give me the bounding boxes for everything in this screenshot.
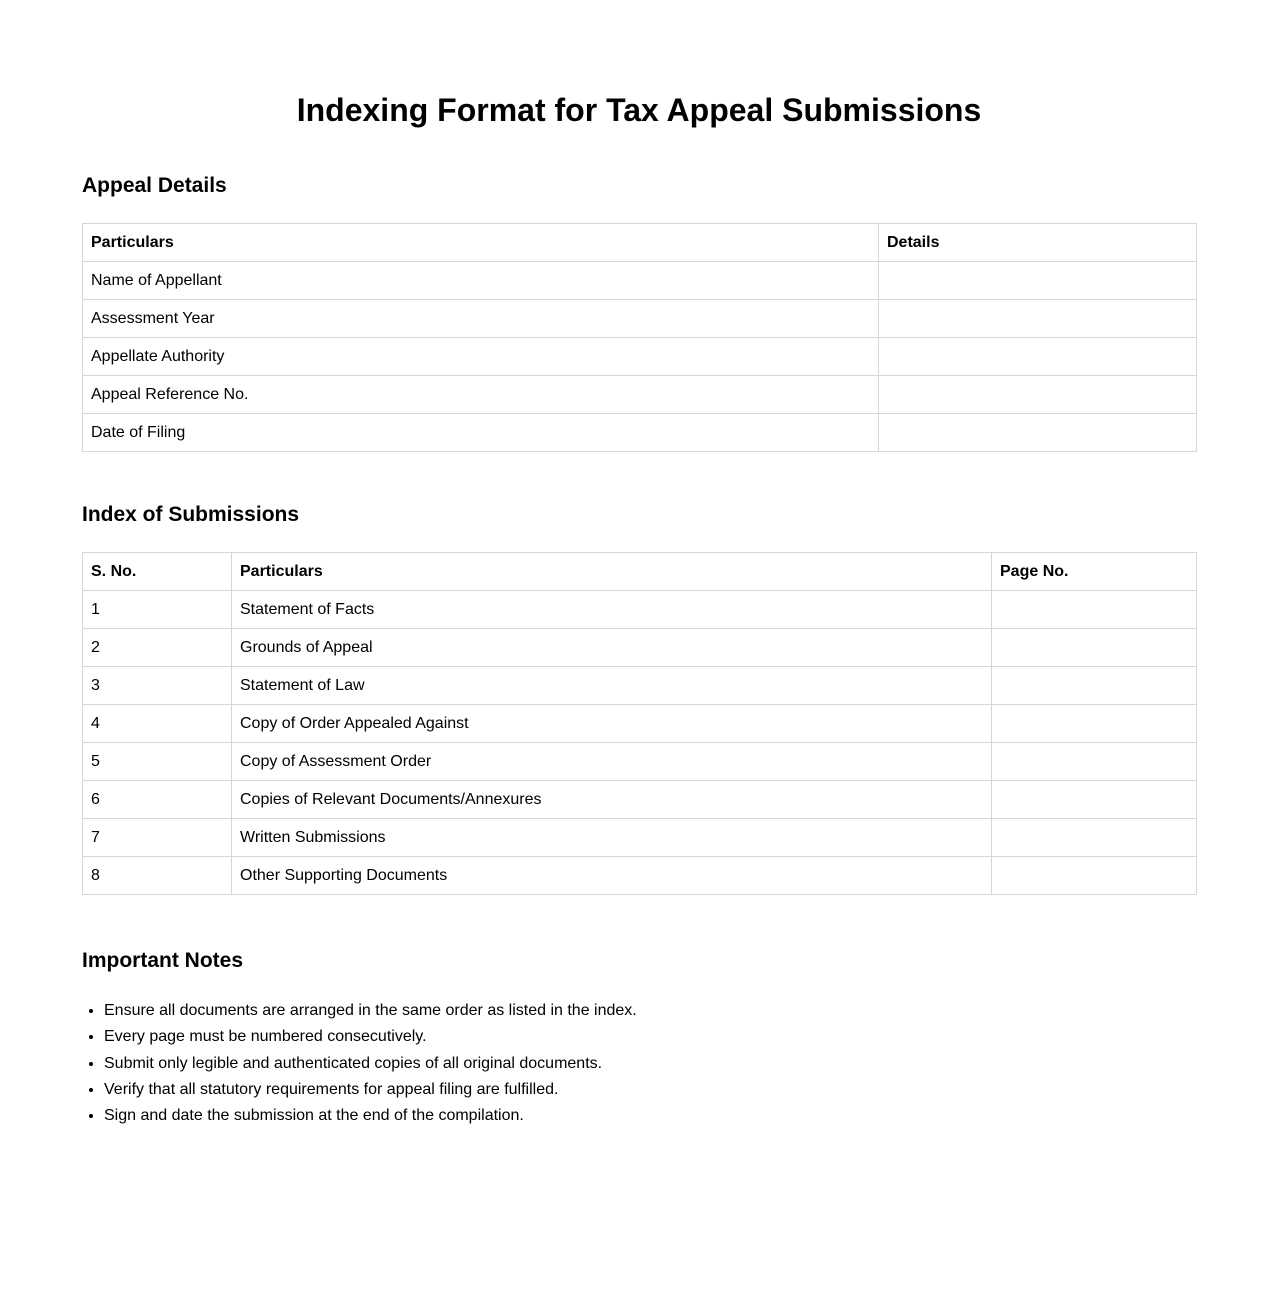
list-item: • Sign and date the submission at the end of the compilation. [104,1103,1204,1129]
detail-cell [879,376,1197,414]
detail-cell [879,414,1197,452]
list-item: • Verify that all statutory requirements for appeal filing are fulfilled. [104,1077,1204,1103]
serial-number-cell: 5 [83,743,232,781]
appeal-details-heading: Appeal Details [82,174,227,197]
detail-cell [879,338,1197,376]
important-notes-heading: Important Notes [82,949,244,972]
page-number-cell [992,705,1197,743]
particular-cell: Grounds of Appeal [232,629,992,667]
page-title: Indexing Format for Tax Appeal Submissions [296,92,982,128]
table-row [83,781,1197,819]
page-number-cell [992,743,1197,781]
table-row [83,705,1197,743]
detail-cell [879,262,1197,300]
particular-cell: Name of Appellant [83,262,879,300]
page-number-cell [992,667,1197,705]
particular-cell: Assessment Year [83,300,879,338]
column-header-serial-number: S. No. [83,553,232,591]
list-item: • Submit only legible and authenticated copies of all original documents. [104,1051,1204,1077]
serial-number-cell: 1 [83,591,232,629]
table-row [83,262,1197,300]
page-number-cell [992,591,1197,629]
table-row [83,338,1197,376]
particular-cell: Other Supporting Documents [232,857,992,895]
particular-cell: Statement of Facts [232,591,992,629]
particular-cell: Copies of Relevant Documents/Annexures [232,781,992,819]
particular-cell: Copy of Assessment Order [232,743,992,781]
page-number-cell [992,857,1197,895]
page-number-cell [992,781,1197,819]
particular-cell: Written Submissions [232,819,992,857]
table-row [83,743,1197,781]
serial-number-cell: 6 [83,781,232,819]
table-row [83,414,1197,452]
table-row [83,629,1197,667]
particular-cell: Date of Filing [83,414,879,452]
table-row [83,376,1197,414]
particular-cell: Statement of Law [232,667,992,705]
table-row [83,591,1197,629]
particular-cell: Copy of Order Appealed Against [232,705,992,743]
appeal-details-table [82,223,1197,452]
particular-cell: Appellate Authority [83,338,879,376]
serial-number-cell: 2 [83,629,232,667]
serial-number-cell: 3 [83,667,232,705]
important-notes-list [82,998,1204,1129]
page-number-cell [992,819,1197,857]
column-header-page-number: Page No. [992,553,1197,591]
index-of-submissions-table [82,552,1197,895]
index-of-submissions-heading: Index of Submissions [82,503,300,526]
table-row [83,667,1197,705]
serial-number-cell: 7 [83,819,232,857]
table-header-row [83,224,1197,262]
serial-number-cell: 4 [83,705,232,743]
table-row [83,857,1197,895]
table-row [83,819,1197,857]
column-header-details: Details [879,224,1197,262]
table-row [83,300,1197,338]
detail-cell [879,300,1197,338]
column-header-particulars: Particulars [83,224,879,262]
list-item: • Every page must be numbered consecutively. [104,1024,1204,1050]
table-header-row [83,553,1197,591]
particular-cell: Appeal Reference No. [83,376,879,414]
page-number-cell [992,629,1197,667]
list-item: • Ensure all documents are arranged in the same order as listed in the index. [104,998,1204,1024]
serial-number-cell: 8 [83,857,232,895]
column-header-particulars: Particulars [232,553,992,591]
